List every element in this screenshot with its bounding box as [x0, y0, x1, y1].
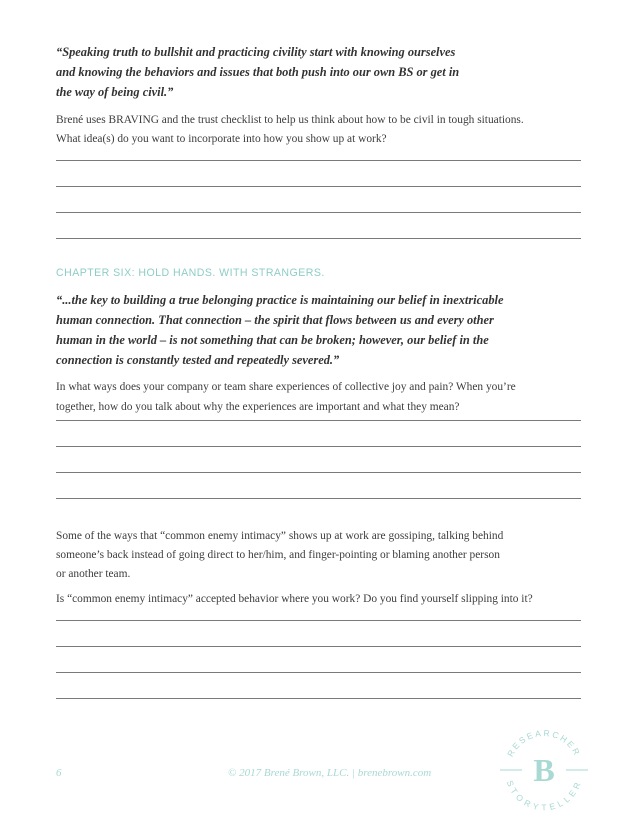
quote-line: “...the key to building a true belonging practice is maintaining our belief in inextricable — [56, 293, 504, 307]
logo-arc-top: RESEARCHER — [505, 727, 583, 759]
answer-line[interactable] — [56, 472, 581, 473]
prompt-line: together, how do you talk about why the experiences are important and what they mean? — [56, 401, 460, 413]
quote-line: human in the world – is not something that can be broken; however, our belief in the — [56, 333, 489, 347]
researcher-storyteller-logo — [496, 720, 592, 816]
footer-copyright: © 2017 Brené Brown, LLC. | brenebrown.com — [228, 767, 432, 779]
intro-line: Some of the ways that “common enemy intimacy” shows up at work are gossiping, talking behind — [56, 530, 504, 542]
answer-line[interactable] — [56, 498, 581, 499]
answer-line[interactable] — [56, 420, 581, 421]
quote-line: and knowing the behaviors and issues that both push into our own BS or get in — [56, 65, 460, 79]
quote-line: the way of being civil.” — [56, 85, 174, 99]
prompt-line: Brené uses BRAVING and the trust checklist to help us think about how to be civil in tough situations. — [56, 114, 524, 126]
answer-line[interactable] — [56, 160, 581, 161]
answer-line[interactable] — [56, 446, 581, 447]
question-line: Is “common enemy intimacy” accepted behavior where you work? Do you find yourself slipping into it? — [56, 593, 533, 605]
prompt-line: What idea(s) do you want to incorporate into how you show up at work? — [56, 133, 387, 145]
answer-line[interactable] — [56, 238, 581, 239]
logo-arc-bottom: STORYTELLER — [504, 778, 584, 813]
answer-line[interactable] — [56, 672, 581, 673]
intro-line: or another team. — [56, 568, 131, 580]
answer-line[interactable] — [56, 646, 581, 647]
quote-line: “Speaking truth to bullshit and practicing civility start with knowing ourselves — [56, 45, 456, 59]
page-number: 6 — [56, 767, 62, 779]
answer-line[interactable] — [56, 620, 581, 621]
chapter-heading: CHAPTER SIX: HOLD HANDS. WITH STRANGERS. — [56, 267, 325, 279]
prompt-line: In what ways does your company or team share experiences of collective joy and pain? When you’re — [56, 381, 516, 393]
answer-line[interactable] — [56, 186, 581, 187]
intro-line: someone’s back instead of going direct to her/him, and finger-pointing or blaming another person — [56, 549, 500, 561]
quote-line: connection is constantly tested and repeatedly severed.” — [56, 353, 340, 367]
answer-line[interactable] — [56, 698, 581, 699]
answer-line[interactable] — [56, 212, 581, 213]
logo-letter: B — [533, 752, 555, 788]
quote-line: human connection. That connection – the spirit that flows between us and every other — [56, 313, 494, 327]
